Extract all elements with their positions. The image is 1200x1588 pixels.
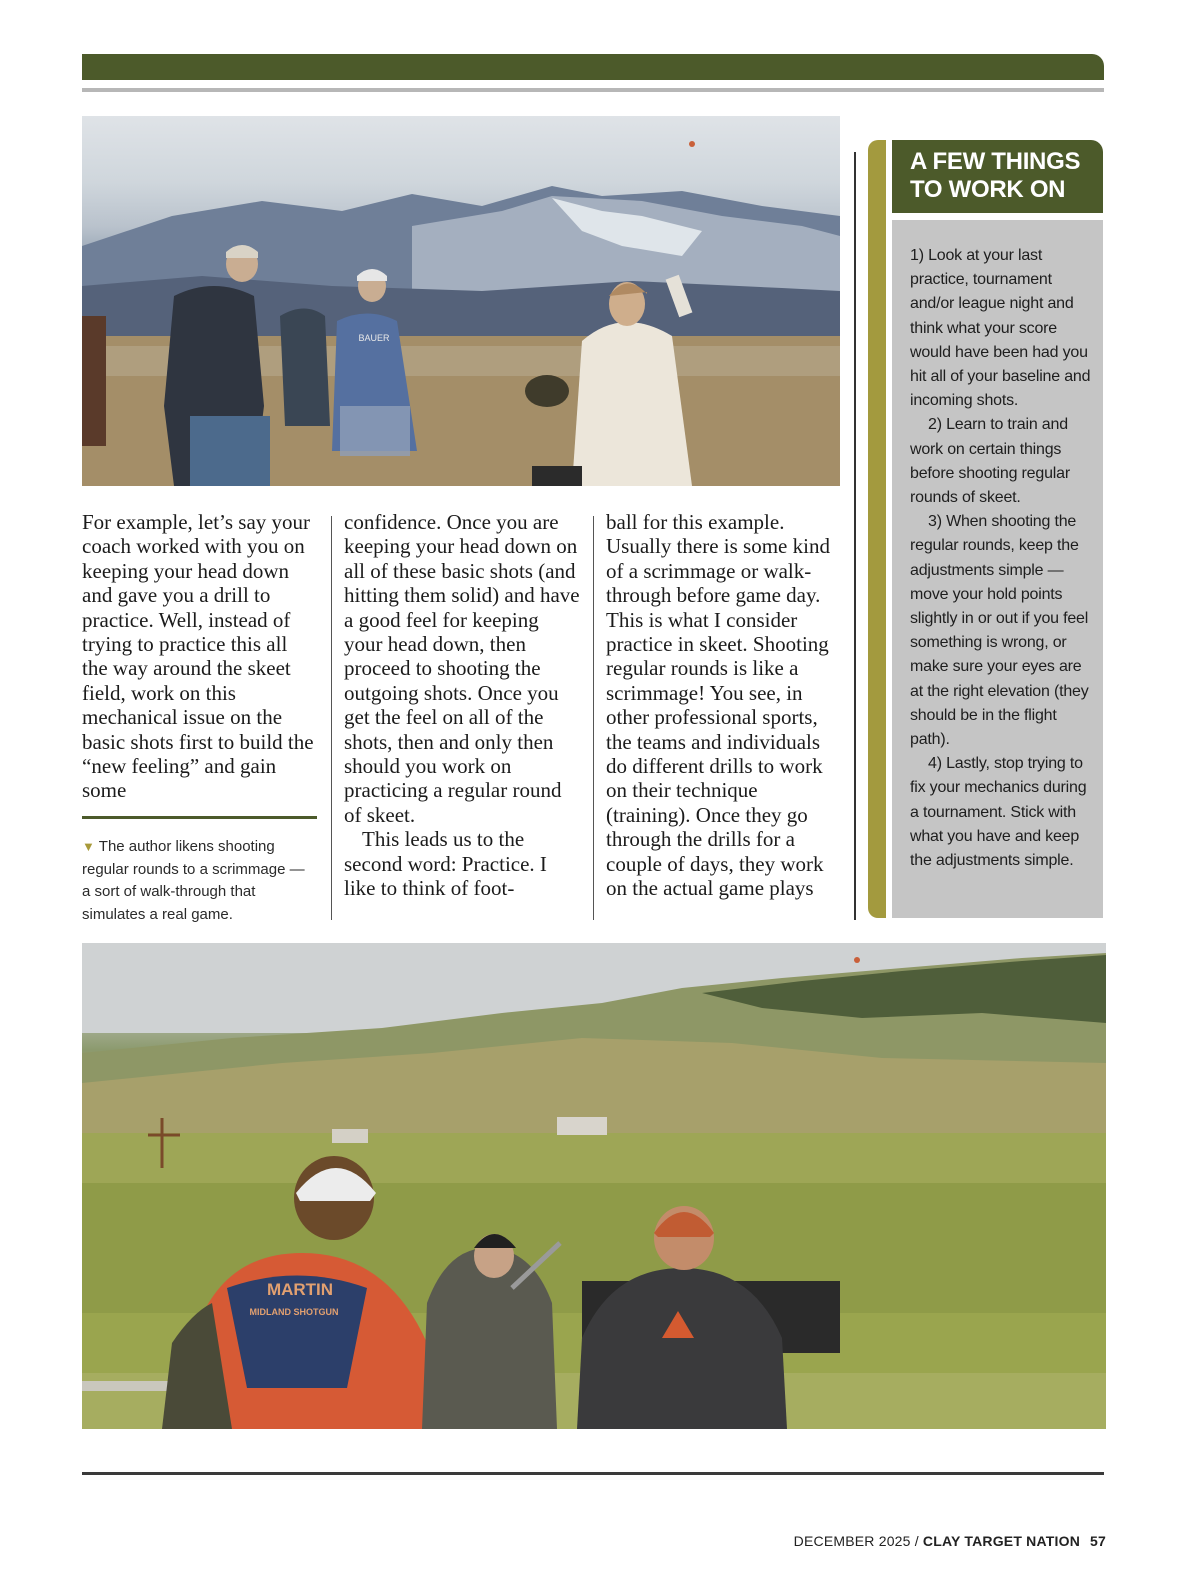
photo-caption [82, 836, 312, 926]
sidebar-box [892, 220, 1103, 918]
column-1-paragraph: For example, let’s say your coach worked with you on keeping your head down and gave you a drill to practice. Well, instead of trying to practice this all the way around the skeet field, work on this mechanical issue on the basic shots first to build the “new feeling” and gain some [82, 510, 314, 803]
article-column-1 [82, 510, 318, 803]
sidebar-item-2: 2) Learn to train and work on certain things before shooting regular rounds of skeet. [910, 416, 1070, 507]
caption-marker-icon: ▼ [82, 839, 95, 854]
column-2-paragraph-2: This leads us to the second word: Practice. I like to think of foot- [344, 827, 547, 901]
column-3-paragraph: ball for this example. Usually there is some kind of a scrimmage or walk-through before game day. This is what I consider practice in skeet. Shooting regular rounds is like a scrimmage! You see, in other professional sports, the teams and individuals do different drills to work on their technique (training). Once they go through the drills for a couple of days, they work on the actual game plays [606, 510, 830, 901]
sidebar-item-3: 3) When shooting the regular rounds, keep the adjustments simple — move your hold points slightly in or out if you feel something is wrong, or make sure your eyes are at the right elevation (they should be in the flight path). [910, 513, 1089, 749]
photo-hillside-illustration [82, 943, 1106, 1429]
header-bar [82, 54, 1104, 80]
column-divider-2 [593, 516, 594, 920]
article-column-2 [344, 510, 580, 901]
sidebar-title [892, 140, 1103, 213]
page-number: 57 [1090, 1533, 1106, 1549]
footer-date: DECEMBER 2025 / [793, 1533, 923, 1549]
page-footer [794, 1533, 1106, 1549]
photo-hillside-range [82, 943, 1106, 1429]
column-2-paragraph-1: confidence. Once you are keeping your head down on all of these basic shots (and hitting them solid) and have a good feel for keeping your head down, then proceed to shooting the outgoing shots. Once you get the feel on all of the shots, then and only then should you work on practicing a regular round of skeet. [344, 510, 580, 827]
footer-rule [82, 1472, 1104, 1475]
footer-magazine-name: CLAY TARGET NATION [922, 1533, 1081, 1549]
sidebar-item-1: 1) Look at your last practice, tournament and/or league night and think what your score would have been had you hit all of your baseline and incoming shots. [910, 247, 1091, 410]
vest-club-text: MIDLAND SHOTGUN [249, 1307, 339, 1317]
photo-mountain-illustration [82, 116, 840, 486]
caption-text: The author likens shooting regular rounds to a scrimmage — a sort of walk-through that simulates a real game. [82, 838, 305, 923]
photo-mountain-skeet [82, 116, 840, 486]
sidebar-title-line-2: TO WORK ON [910, 176, 1066, 203]
column-divider-1 [331, 516, 332, 920]
sidebar-item-4: 4) Lastly, stop trying to fix your mechanics during a tournament. Stick with what you have and keep the adjustments simple. [910, 755, 1087, 870]
sidebar-title-line-1: A FEW THINGS [910, 148, 1081, 175]
caption-rule [82, 816, 317, 819]
sidebar-divider [854, 152, 856, 920]
article-column-3 [606, 510, 846, 901]
vest-name-text: MARTIN [266, 1280, 334, 1299]
header-rule [82, 88, 1104, 92]
vest-logo-text: BAUER [358, 333, 390, 343]
sidebar-accent-bar [868, 140, 886, 918]
